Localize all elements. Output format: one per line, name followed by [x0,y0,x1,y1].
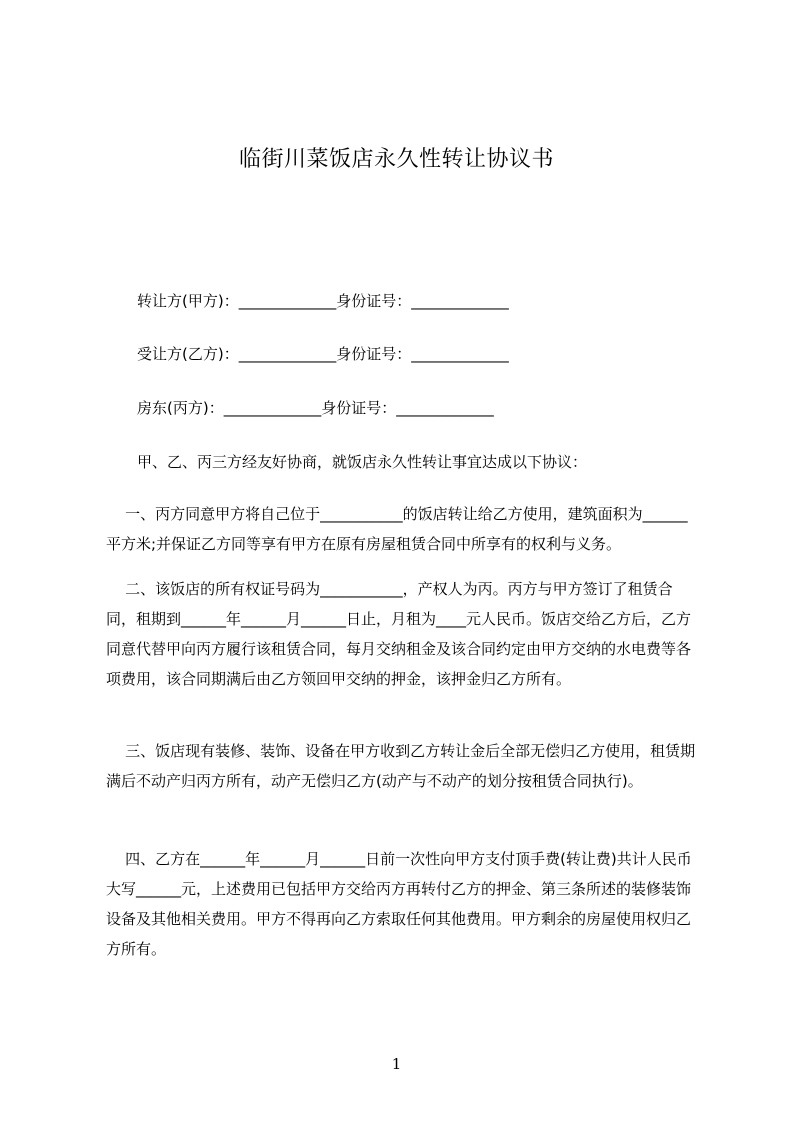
page-number: 1 [391,1055,402,1073]
intro-paragraph: 甲、乙、丙三方经友好协商，就饭店永久性转让事宜达成以下协议： [137,453,588,471]
party-c-line: 房东(丙方)：_____________身份证号：_____________ [137,399,494,417]
clause-3: 三、饭店现有装修、装饰、设备在甲方收到乙方转让金后全部无偿归乙方使用，租赁期满后不动产归丙方所有，动产无偿归乙方(动产与不动产的划分按租赁合同执行)。 [106,742,696,790]
clause-2: 二、该饭店的所有权证号码为___________，产权人为丙。丙方与甲方签订了租赁合同，租期到______年______月______日止，月租为____元人民币。饭店交给乙方后，乙方同意代替甲向丙方履行该租赁合同，每月交纳租金及该合同约定由甲方交纳的水电费等各项费用，该合同期满后由乙方领回甲交纳的押金，该押金归乙方所有。 [106,580,692,688]
party-a-line: 转让方(甲方)：_____________身份证号：_____________ [137,292,509,310]
document-title: 临街川菜饭店永久性转让协议书 [238,147,554,172]
clause-1: 一、丙方同意甲方将自己位于___________的饭店转让给乙方使用，建筑面积为______平方米;并保证乙方同等享有甲方在原有房屋租赁合同中所享有的权利与义务。 [106,505,688,553]
party-b-line: 受让方(乙方)：_____________身份证号：_____________ [137,345,509,363]
clause-4: 四、乙方在______年______月______日前一次性向甲方支付顶手费(转让费)共计人民币大写______元，上述费用已包括甲方交给丙方再转付乙方的押金、第三条所述的装修装饰设备及其他相关费用。甲方不得再向乙方索取任何其他费用。甲方剩余的房屋使用权归乙方所有。 [106,850,692,958]
